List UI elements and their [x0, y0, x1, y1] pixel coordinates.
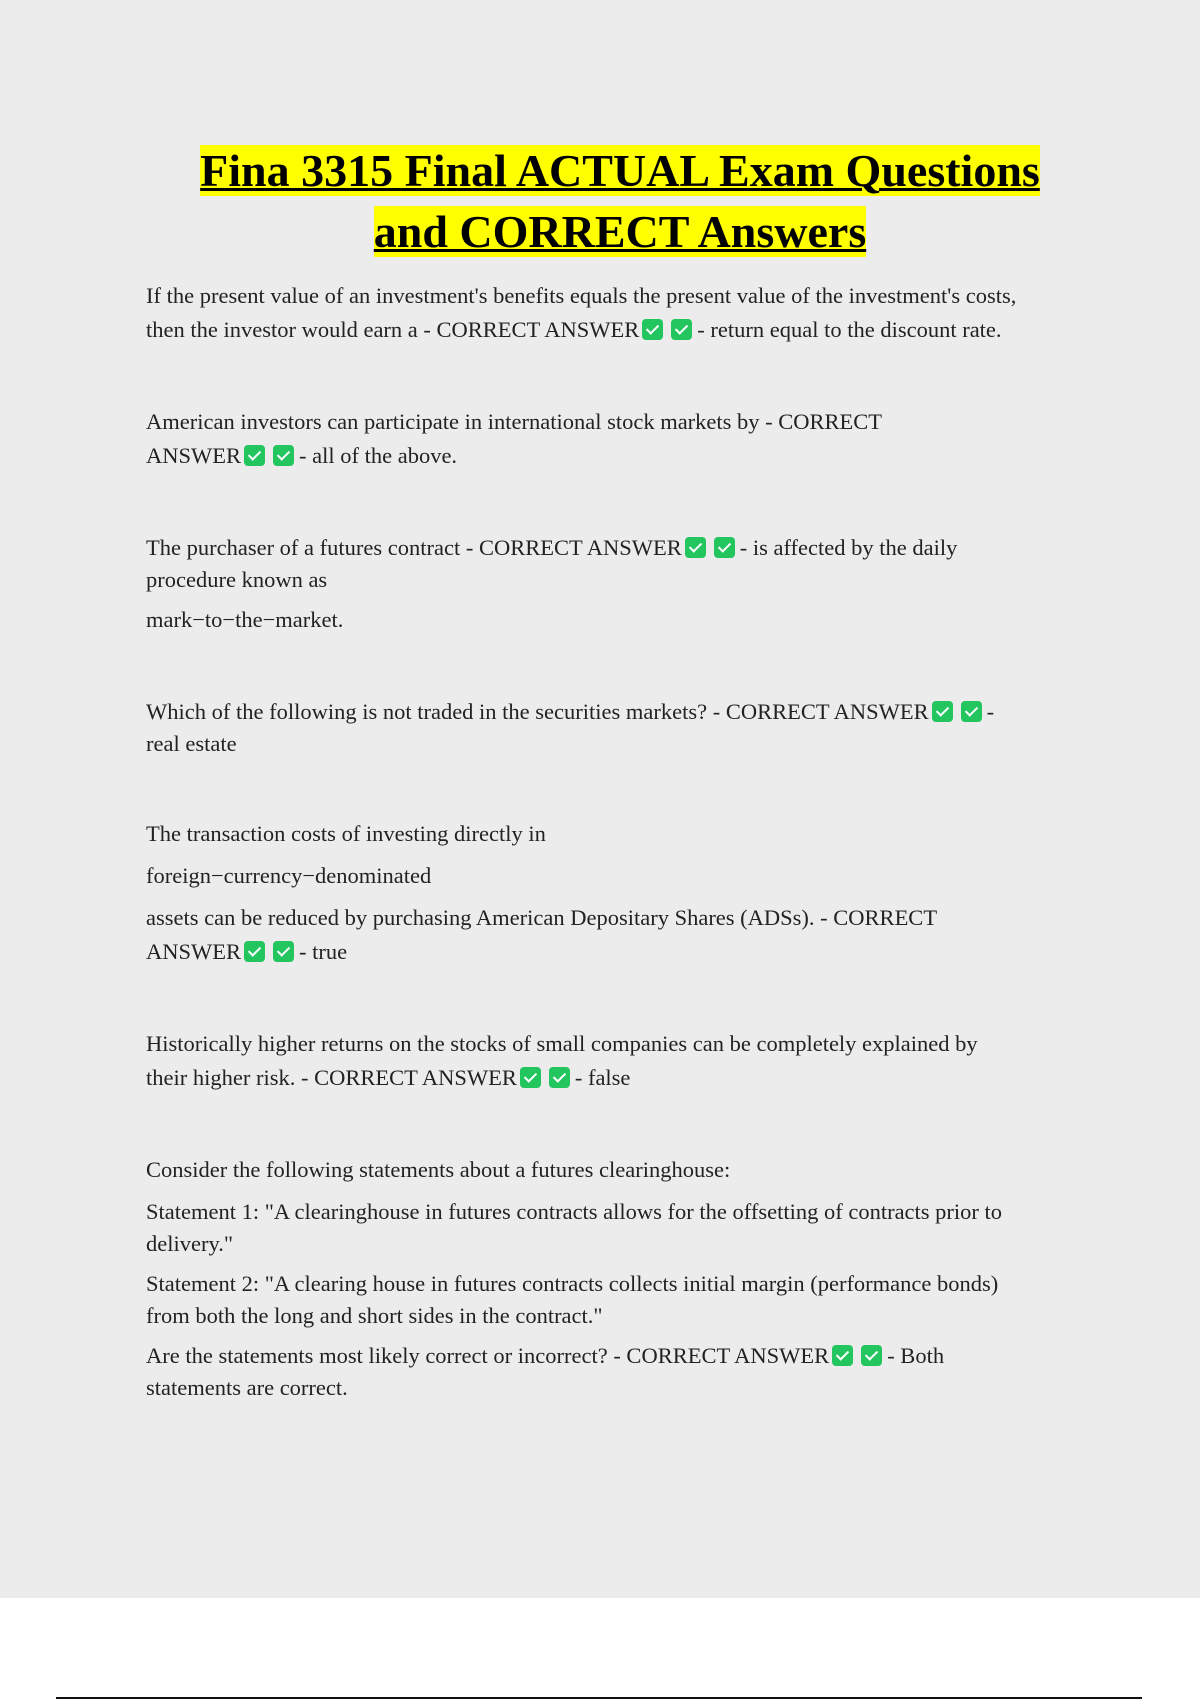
answer-line: statements are correct.: [146, 1375, 348, 1400]
qa-item: [146, 279, 1096, 347]
question-line: [146, 935, 1096, 969]
qa-item: [146, 405, 1096, 473]
statement-line: delivery.": [146, 1231, 234, 1256]
check-mark-icon: [520, 1067, 541, 1088]
statement-line: Statement 1: "A clearinghouse in futures contracts allows for the offsetting of contracts prior to: [146, 1199, 1003, 1224]
answer-text: - Both: [887, 1343, 945, 1368]
question-line: Historically higher returns on the stocks of small companies can be completely explained by: [146, 1031, 978, 1056]
question-text: Are the statements most likely correct or incorrect? - CORRECT ANSWER: [146, 1343, 830, 1368]
check-mark-icon: [642, 319, 663, 340]
qa-item: [146, 1153, 1096, 1403]
statement-line: Statement 2: "A clearing house in futures contracts collects initial margin (performance bonds): [146, 1271, 999, 1296]
qa-item: [146, 1027, 1096, 1095]
question-text: ANSWER: [146, 443, 241, 468]
answer-text: - is affected by the daily: [739, 535, 958, 560]
qa-item: [146, 817, 1096, 969]
check-mark-icon: [244, 941, 265, 962]
answer-line: mark−to−the−market.: [146, 607, 344, 632]
answer-line: real estate: [146, 731, 237, 756]
question-text: ANSWER: [146, 939, 241, 964]
question-line: foreign−currency−denominated: [146, 863, 432, 888]
answer-text: - return equal to the discount rate.: [697, 317, 1002, 342]
question-line: [146, 1061, 1096, 1095]
check-mark-icon: [832, 1345, 853, 1366]
question-line: American investors can participate in international stock markets by - CORRECT: [146, 409, 883, 434]
question-line: [146, 313, 1096, 347]
footer-divider: [56, 1697, 1142, 1699]
answer-text: - all of the above.: [299, 443, 458, 468]
question-line: [146, 531, 1096, 565]
question-line: If the present value of an investment's benefits equals the present value of the investment's costs,: [146, 283, 1017, 308]
question-line: [146, 1339, 1096, 1373]
check-mark-icon: [273, 941, 294, 962]
check-mark-icon: [549, 1067, 570, 1088]
title-line-2: and CORRECT Answers: [373, 206, 867, 257]
answer-text: - true: [299, 939, 348, 964]
question-line: The transaction costs of investing directly in: [146, 821, 546, 846]
question-line: [146, 439, 1096, 473]
question-text: Which of the following is not traded in the securities markets? - CORRECT ANSWER: [146, 699, 929, 724]
answer-line: procedure known as: [146, 567, 328, 592]
question-line: assets can be reduced by purchasing American Depositary Shares (ADSs). - CORRECT: [146, 905, 938, 930]
answer-text: - false: [574, 1065, 631, 1090]
check-mark-icon: [961, 701, 982, 722]
qa-item: [146, 531, 1096, 637]
check-mark-icon: [932, 701, 953, 722]
qa-item: [146, 695, 1096, 759]
question-text: The purchaser of a futures contract - CORRECT ANSWER: [146, 535, 682, 560]
question-line: [146, 695, 1096, 729]
check-mark-icon: [671, 319, 692, 340]
statement-line: from both the long and short sides in the contract.": [146, 1303, 603, 1328]
check-mark-icon: [244, 445, 265, 466]
answer-text: -: [986, 699, 995, 724]
check-mark-icon: [273, 445, 294, 466]
question-text: their higher risk. - CORRECT ANSWER: [146, 1065, 517, 1090]
qa-content: [146, 279, 1096, 1403]
question-intro: Consider the following statements about a futures clearinghouse:: [146, 1157, 731, 1182]
question-text: then the investor would earn a - CORRECT ANSWER: [146, 317, 640, 342]
title-line-1: Fina 3315 Final ACTUAL Exam Questions: [200, 145, 1040, 196]
check-mark-icon: [714, 537, 735, 558]
check-mark-icon: [861, 1345, 882, 1366]
document-title: [100, 140, 1140, 262]
check-mark-icon: [685, 537, 706, 558]
